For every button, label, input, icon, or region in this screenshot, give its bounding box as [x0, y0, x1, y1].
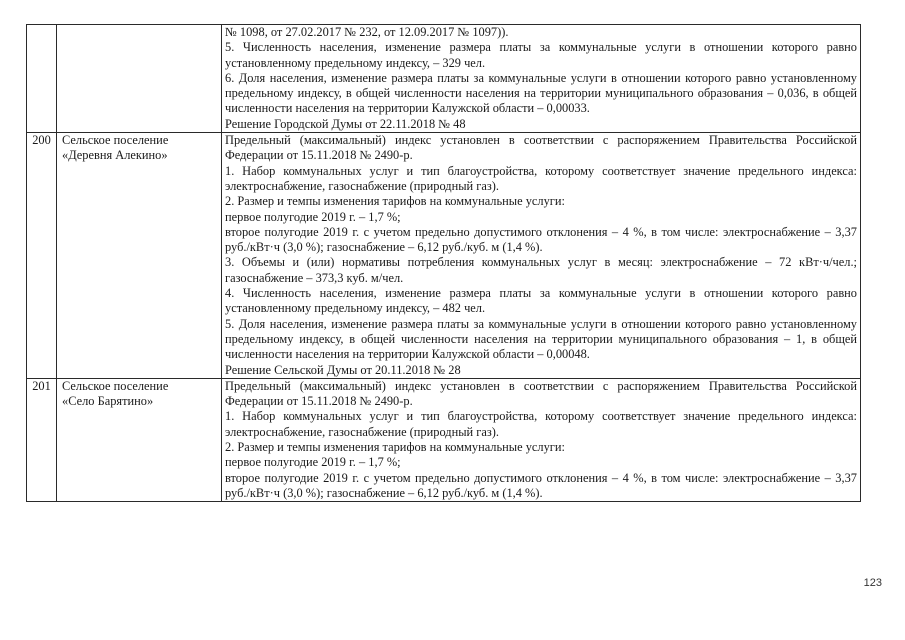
paragraph: № 1098, от 27.02.2017 № 232, от 12.09.2017 № 1097)).	[225, 25, 509, 39]
table-row	[27, 133, 861, 379]
table-body	[27, 25, 861, 502]
decision-reference: Решение Городской Думы от 22.11.2018 № 48	[225, 116, 466, 131]
paragraph: Предельный (максимальный) индекс установлен в соответствии с распоряжением Правительства Российской Федерации от 15.11.2018 № 2490-р.	[225, 378, 857, 409]
settlement-cell	[57, 133, 222, 379]
paragraph: 3. Объемы и (или) нормативы потребления коммунальных услуг в месяц: электроснабжение – 72 кВт·ч/чел.; газоснабжение – 373,3 куб. м/чел.	[225, 255, 857, 285]
settlement-cell	[57, 378, 222, 501]
paragraph: 1. Набор коммунальных услуг и тип благоустройства, которому соответствует значение предельного индекса: электроснабжение, газоснабжение (природный газ).	[225, 163, 857, 193]
paragraph: второе полугодие 2019 г. с учетом предельно допустимого отклонения – 4 %, в том числе: электроснабжение – 3,37 руб./кВт·ч (3,0 %); газоснабжение – 6,12 руб./куб. м (1,4 %).	[225, 470, 857, 500]
paragraph: 2. Размер и темпы изменения тарифов на коммунальные услуги:	[225, 194, 565, 209]
settlement-type: Сельское поселение	[62, 133, 169, 148]
paragraph: первое полугодие 2019 г. – 1,7 %;	[225, 209, 401, 224]
paragraph: второе полугодие 2019 г. с учетом предельно допустимого отклонения – 4 %, в том числе: электроснабжение – 3,37 руб./кВт·ч (3,0 %); газоснабжение – 6,12 руб./куб. м (1,4 %).	[225, 224, 857, 255]
description-cell	[222, 25, 861, 133]
paragraph: 5. Численность населения, изменение размера платы за коммунальные услуги в отношении которого равно установленному предельному индексу, – 329 чел.	[225, 40, 857, 70]
table-row	[27, 378, 861, 501]
row-number: 201	[32, 378, 51, 393]
row-number-cell	[27, 25, 57, 133]
paragraph: 6. Доля населения, изменение размера платы за коммунальные услуги в отношении которого равно установленному предельному индексу, в общей численности населения на территории муниципального образования – 0,036, в общей численности населения на территории Калужской области – 0,00033.	[225, 70, 857, 116]
decision-reference: Решение Сельской Думы от 20.11.2018 № 28	[225, 362, 461, 377]
settlement-type: Сельское поселение	[62, 378, 169, 393]
row-number: 200	[32, 133, 51, 148]
row-number-cell	[27, 133, 57, 379]
page-number: 123	[863, 577, 882, 589]
document-table	[26, 24, 861, 502]
settlement-name: «Село Барятино»	[62, 394, 154, 409]
table-row	[27, 25, 861, 133]
paragraph: Предельный (максимальный) индекс установлен в соответствии с распоряжением Правительства Российской Федерации от 15.11.2018 № 2490-р.	[225, 133, 857, 163]
paragraph: первое полугодие 2019 г. – 1,7 %;	[225, 455, 401, 470]
description-cell	[222, 378, 861, 501]
row-number-cell	[27, 378, 57, 501]
paragraph: 1. Набор коммунальных услуг и тип благоустройства, которому соответствует значение предельного индекса: электроснабжение, газоснабжение (природный газ).	[225, 409, 857, 439]
settlement-name: «Деревня Алекино»	[62, 148, 168, 163]
paragraph: 4. Численность населения, изменение размера платы за коммунальные услуги в отношении которого равно установленному предельному индексу, – 482 чел.	[225, 286, 857, 316]
description-cell	[222, 133, 861, 379]
settlement-cell	[57, 25, 222, 133]
paragraph: 2. Размер и темпы изменения тарифов на коммунальные услуги:	[225, 440, 565, 455]
paragraph: 5. Доля населения, изменение размера платы за коммунальные услуги в отношении которого равно установленному предельному индексу, в общей численности населения на территории муниципального образования – 1, в общей численности населения на территории Калужской области – 0,00048.	[225, 316, 857, 362]
